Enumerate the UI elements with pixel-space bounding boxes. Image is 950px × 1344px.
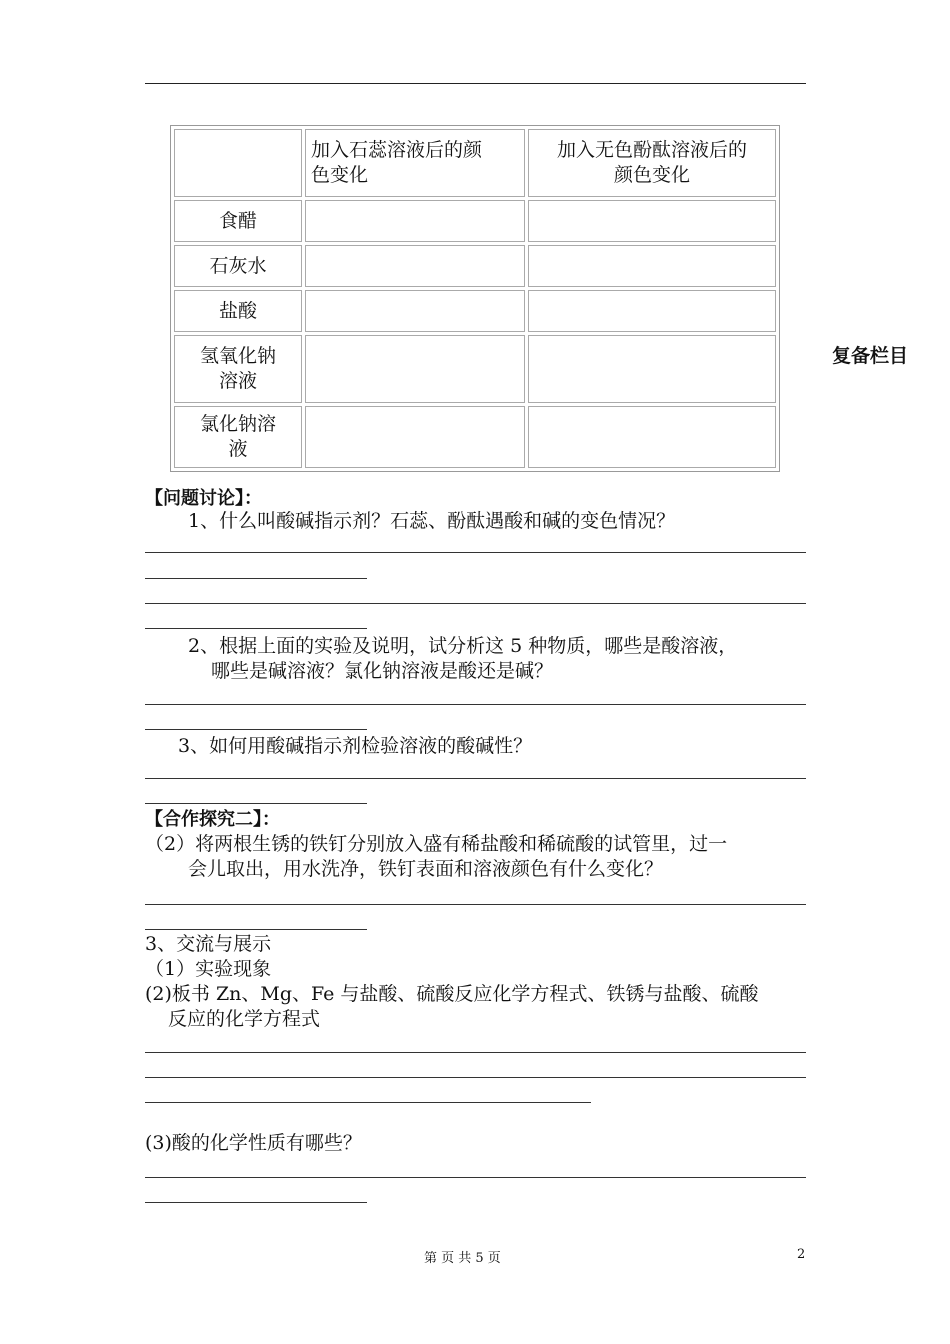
answer-cell-phenol[interactable]	[528, 290, 776, 332]
answer-line[interactable]	[145, 803, 367, 804]
page-footer: 第 页 共 5 页	[424, 1251, 501, 1266]
row-label-text: 氢氧化钠	[199, 345, 276, 367]
row-label-naoh	[174, 335, 302, 403]
exchange-item-3: (3)酸的化学性质有哪些？	[145, 1132, 362, 1154]
question-2-line2: 哪些是碱溶液？氯化钠溶液是酸还是碱？	[211, 660, 554, 682]
answer-line[interactable]	[145, 1102, 591, 1103]
answer-line[interactable]	[145, 603, 806, 604]
answer-line[interactable]	[145, 1177, 806, 1178]
discussion-heading: 【问题讨论】：	[145, 488, 262, 509]
row-label-limewater	[174, 245, 302, 287]
header-phenol-cell	[528, 129, 776, 197]
answer-cell-phenol[interactable]	[528, 406, 776, 468]
answer-line[interactable]	[145, 929, 367, 930]
row-label-text: 液	[228, 438, 248, 460]
row-label-text: 氯化钠溶	[199, 413, 276, 435]
row-label-vinegar	[174, 200, 302, 242]
coop-item-line2: 会儿取出，用水洗净，铁钉表面和溶液颜色有什么变化？	[188, 858, 664, 880]
experiment-table	[170, 125, 780, 472]
table-row	[174, 335, 776, 403]
answer-line[interactable]	[145, 1202, 367, 1203]
table-header-row	[174, 129, 776, 197]
table-row	[174, 290, 776, 332]
row-label-text: 食醋	[218, 209, 257, 232]
table-row	[174, 200, 776, 242]
answer-line[interactable]	[145, 552, 806, 553]
answer-line[interactable]	[145, 1052, 806, 1053]
answer-line[interactable]	[145, 1077, 806, 1078]
question-3: 3、如何用酸碱指示剂检验溶液的酸碱性？	[178, 735, 533, 757]
table-corner-cell	[174, 129, 302, 197]
answer-cell-litmus[interactable]	[305, 200, 525, 242]
answer-cell-litmus[interactable]	[305, 245, 525, 287]
page-number: 2	[797, 1247, 806, 1262]
answer-cell-litmus[interactable]	[305, 335, 525, 403]
exchange-item-2-line1: (2)板书 Zn、Mg、Fe 与盐酸、硫酸反应化学方程式、铁锈与盐酸、硫酸	[145, 983, 759, 1005]
answer-line[interactable]	[145, 628, 367, 629]
table-row	[174, 245, 776, 287]
table-row	[174, 406, 776, 468]
row-label-hcl	[174, 290, 302, 332]
exchange-item-2-line2: 反应的化学方程式	[168, 1008, 321, 1030]
answer-cell-phenol[interactable]	[528, 335, 776, 403]
answer-cell-phenol[interactable]	[528, 245, 776, 287]
header-litmus-cell	[305, 129, 525, 197]
answer-cell-litmus[interactable]	[305, 406, 525, 468]
header-phenol-line2: 颜色变化	[613, 164, 690, 186]
row-label-text: 溶液	[218, 370, 257, 392]
answer-line[interactable]	[145, 578, 367, 579]
question-2-line1: 2、根据上面的实验及说明，试分析这 5 种物质，哪些是酸溶液，	[188, 635, 738, 657]
exchange-heading: 3、交流与展示	[145, 933, 272, 955]
answer-line[interactable]	[145, 904, 806, 905]
answer-cell-phenol[interactable]	[528, 200, 776, 242]
header-litmus-line2: 色变化	[311, 164, 369, 186]
question-1: 1、什么叫酸碱指示剂？石蕊、酚酞遇酸和碱的变色情况？	[188, 510, 676, 532]
answer-line[interactable]	[145, 778, 806, 779]
header-phenol-line1: 加入无色酚酞溶液后的	[556, 139, 747, 161]
coop-item-line1: （2）将两根生锈的铁钉分别放入盛有稀盐酸和稀硫酸的试管里，过一	[145, 833, 728, 855]
header-rule	[145, 83, 806, 84]
row-label-nacl	[174, 406, 302, 468]
header-litmus-line1: 加入石蕊溶液后的颜	[311, 139, 483, 161]
side-note-label: 复备栏目	[832, 345, 909, 367]
exchange-item-1: （1）实验现象	[145, 958, 272, 980]
row-label-text: 石灰水	[209, 254, 267, 277]
row-label-text: 盐酸	[218, 299, 257, 322]
coop-heading: 【合作探究二】：	[145, 809, 280, 830]
answer-line[interactable]	[145, 729, 367, 730]
answer-cell-litmus[interactable]	[305, 290, 525, 332]
answer-line[interactable]	[145, 704, 806, 705]
